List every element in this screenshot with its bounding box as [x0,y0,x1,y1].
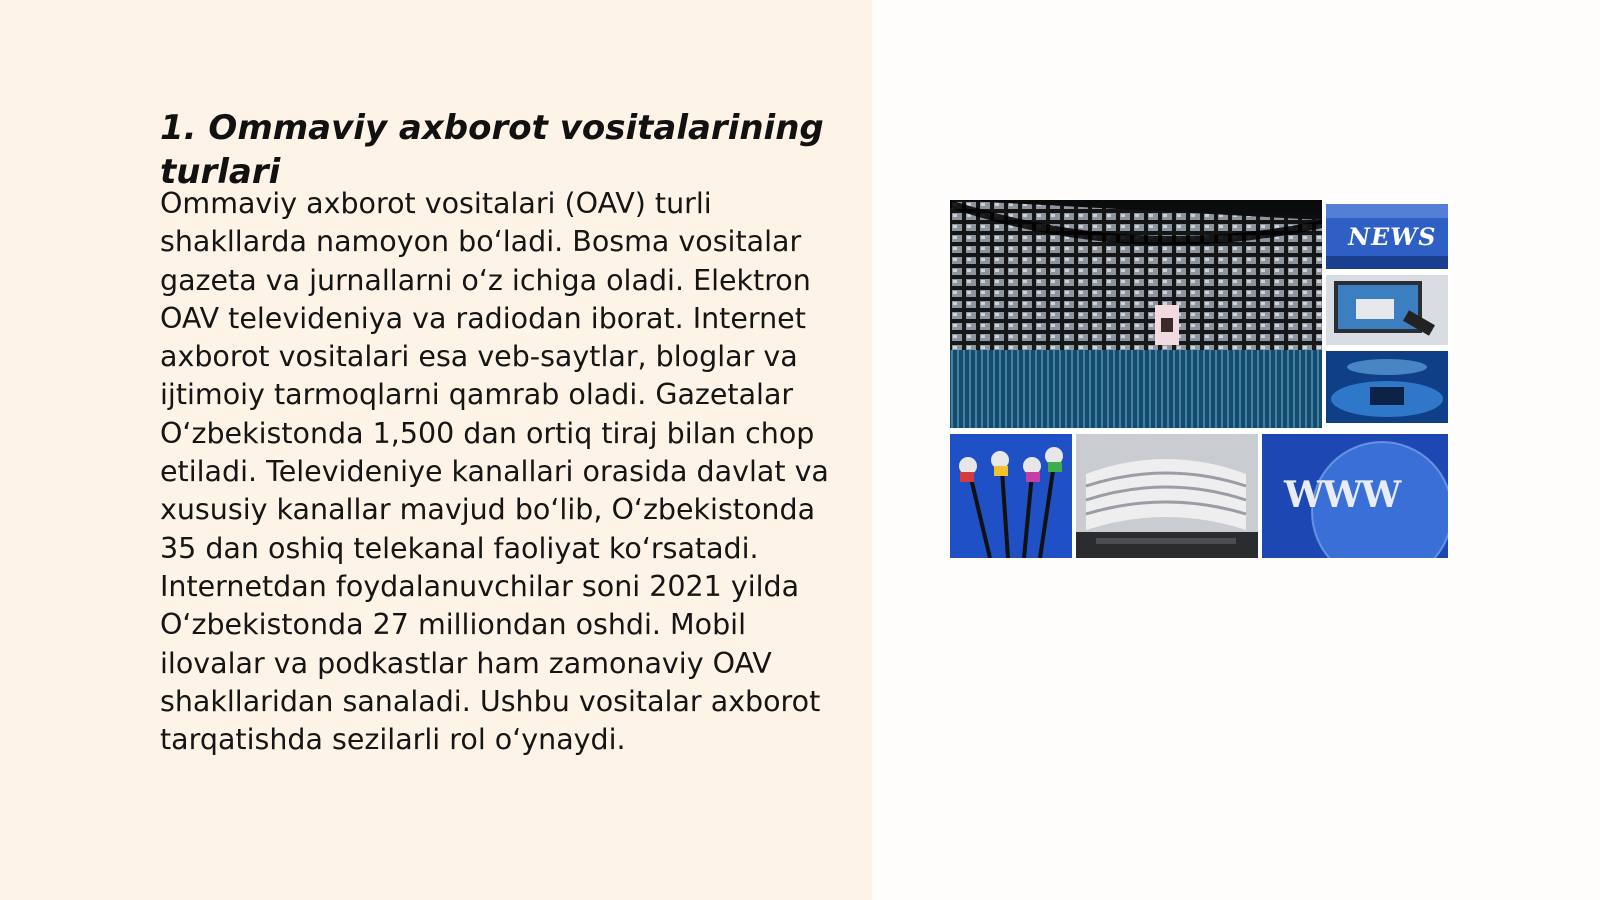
television-remote-image [1326,275,1448,345]
slide-body-text: Ommaviy axborot vositalari (OAV) turli shakllarda namoyon bo‘ladi. Bosma vositalar gazeta va jurnallarni o‘z ichiga oladi. Elektron OAV televideniya va radiodan iborat. Internet axborot vositalari esa veb-saytlar, bloglar va ijtimoiy tarmoqlarni qamrab oladi. Gazetalar O‘zbekistonda 1,500 dan ortiq tiraj bilan chop etiladi. Televideniye kanallari orasida davlat va xususiy kanallar mavjud bo‘lib, O‘zbekistonda 35 dan oshiq telekanal faoliyat ko‘rsatadi. Internetdan foydalanuvchilar soni 2021 yilda O‘zbekistonda 27 milliondan oshdi. Mobil ilovalar va podkastlar ham zamonaviy OAV shakllaridan sanaladi. Ushbu vositalar axborot tarqatishda sezilarli rol o‘ynaydi. [160,187,829,757]
www-globe-image [1262,434,1448,558]
media-collage-image [950,200,1452,558]
www-label: WWW [1284,474,1400,516]
tv-studio-image [1326,351,1448,423]
news-label: NEWS [1345,222,1440,251]
newspapers-image [1076,434,1258,558]
news-tile-image [1326,204,1448,269]
video-wall-image [950,200,1322,428]
slide-title: 1. Ommaviy axborot vositalarining turlari [160,108,824,192]
microphones-image [950,434,1072,558]
